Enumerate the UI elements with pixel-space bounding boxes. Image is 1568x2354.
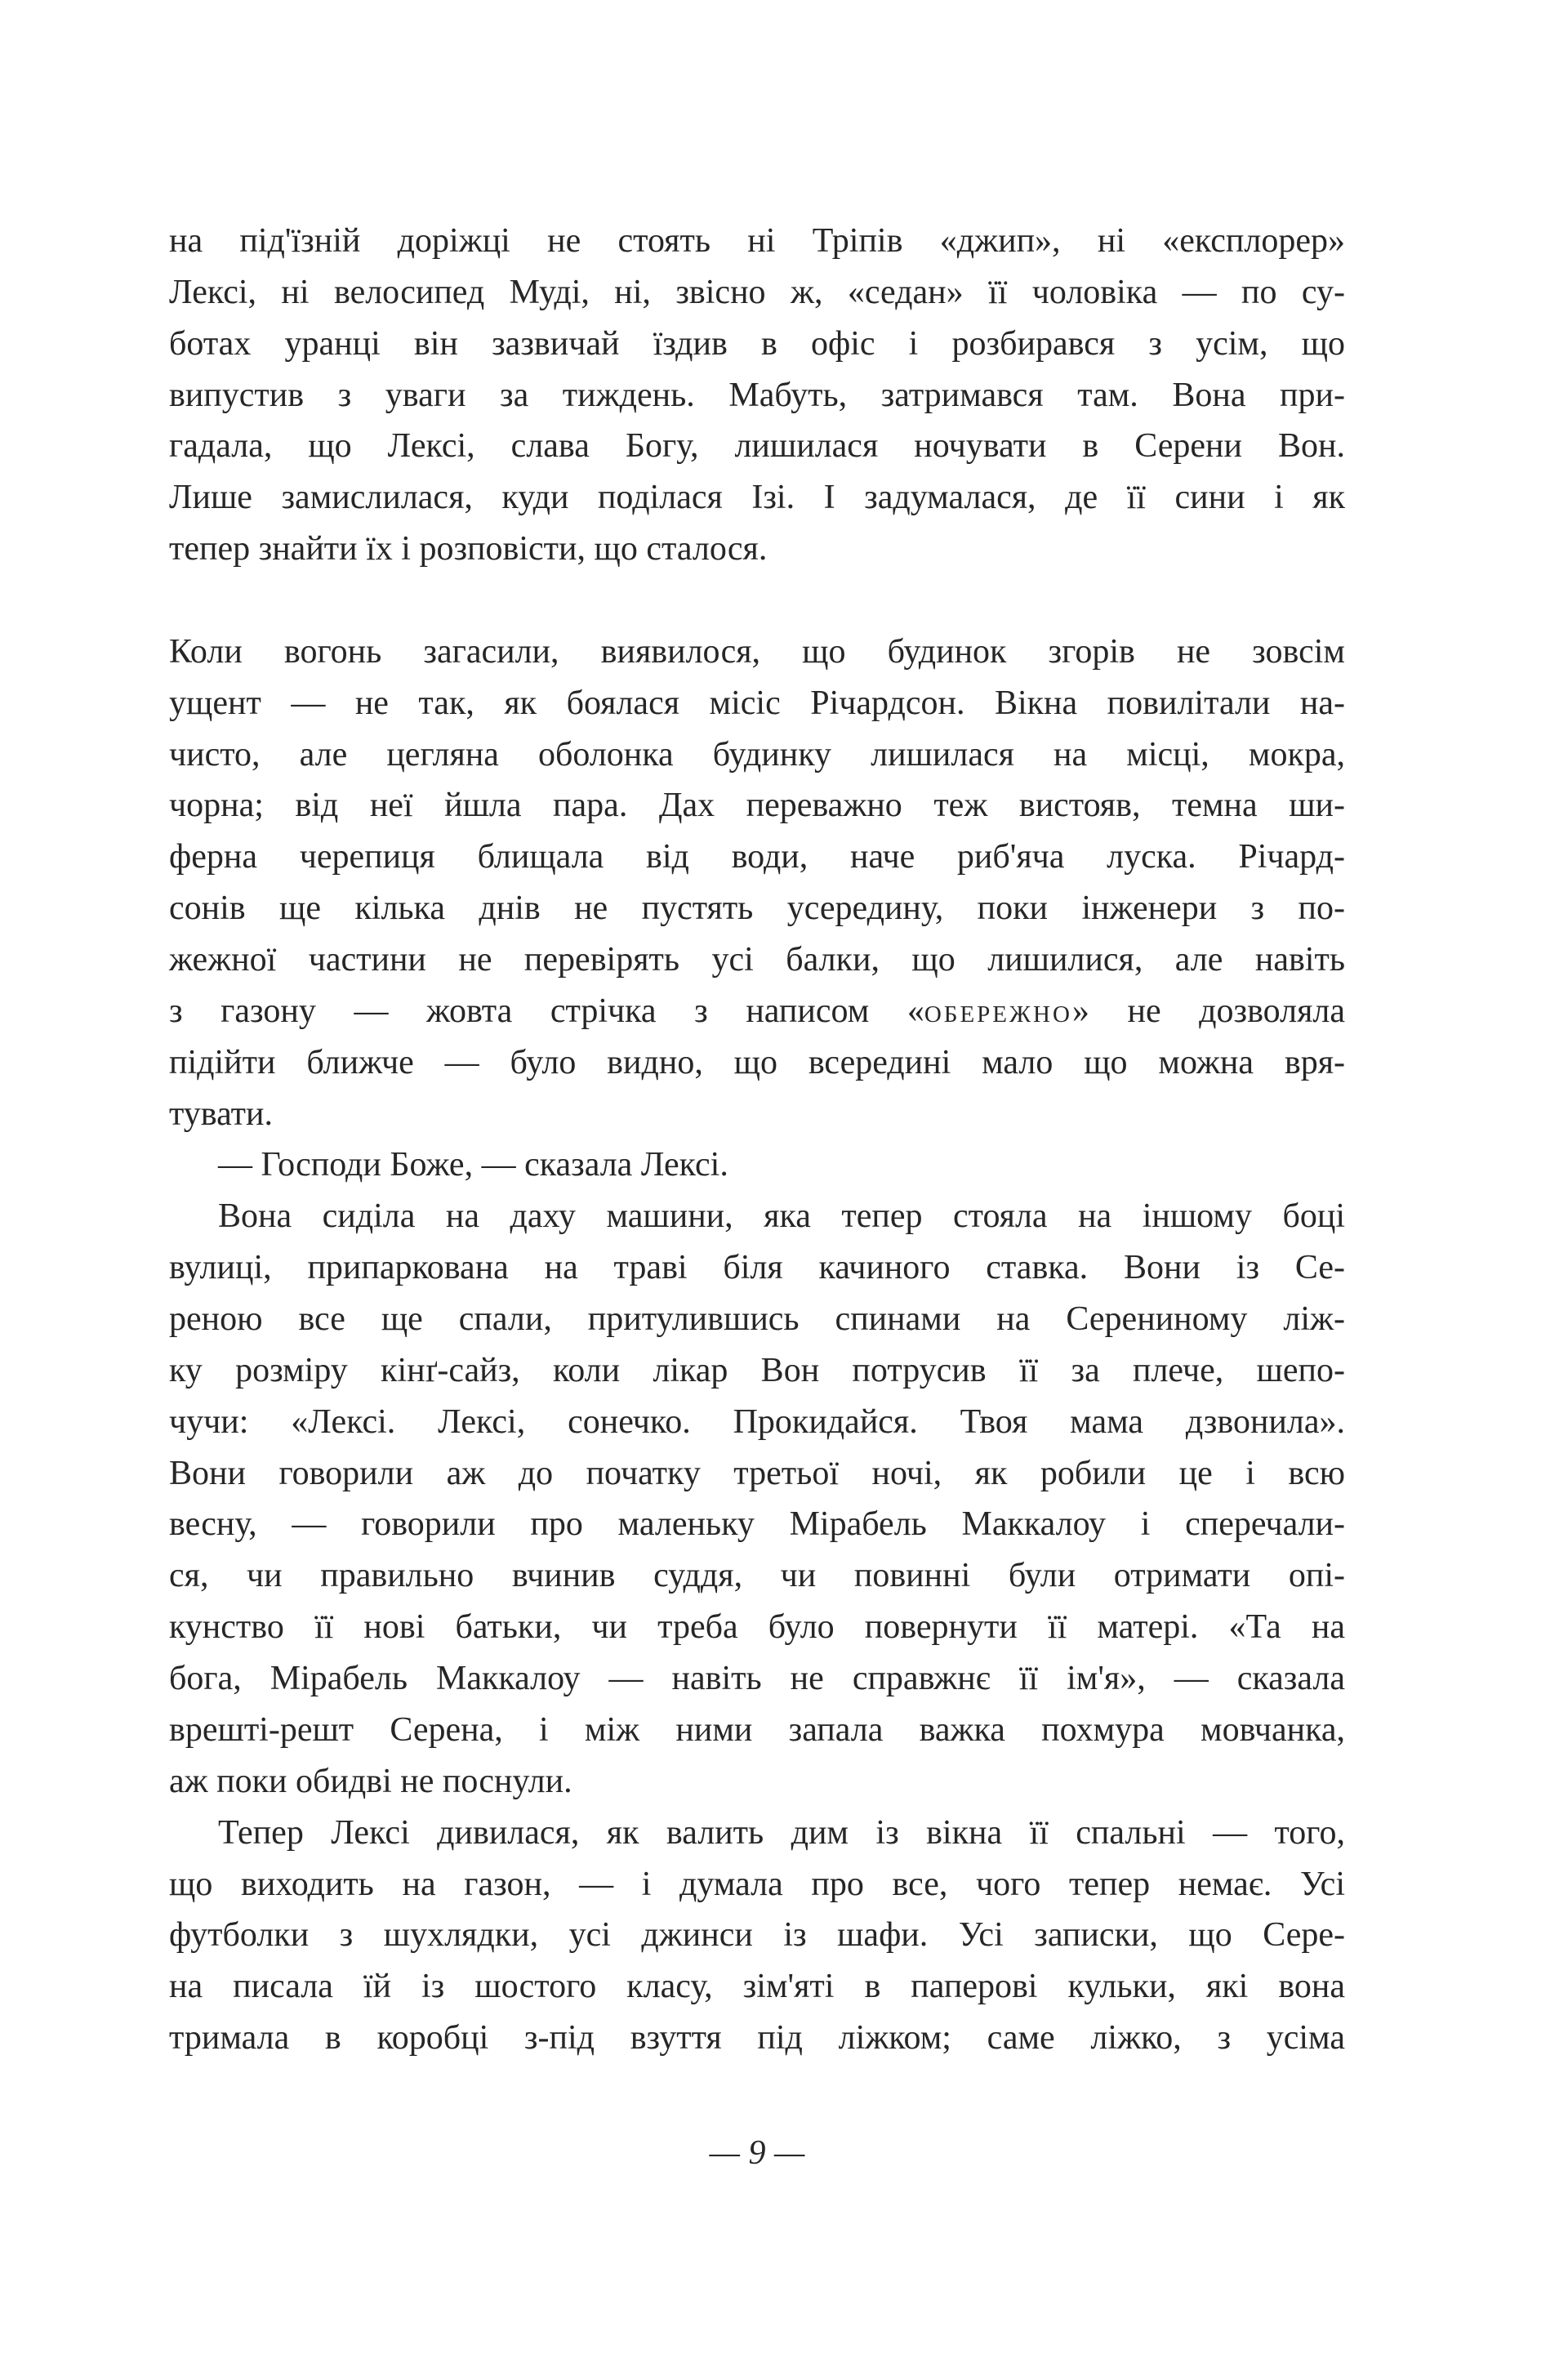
text-line: Лексі, ні велосипед Муді, ні, звісно ж, «седан» її чоловіка — по су- xyxy=(169,273,1345,311)
text-line: бога, Мірабель Маккалоу — навіть не справжнє її ім'я», — сказала xyxy=(169,1660,1345,1698)
text-line: на під'їзній доріжці не стоять ні Тріпів «джип», ні «експлорер» xyxy=(169,222,1345,260)
text-line: ферна черепиця блищала від води, наче риб'яча луска. Річард- xyxy=(169,838,1345,876)
text-line: жежної частини не перевірять усі балки, що лишилися, але навіть xyxy=(169,941,1345,979)
text-line: чорна; від неї йшла пара. Дах переважно теж вистояв, темна ши- xyxy=(169,787,1345,825)
paragraph xyxy=(169,626,1345,1140)
text-line: тримала в коробці з-під взуття під ліжком; саме ліжко, з усіма xyxy=(169,2019,1345,2058)
text-line: футболки з шухлядки, усі джинси із шафи. Усі записки, що Сере- xyxy=(169,1916,1345,1955)
text-line: Вони говорили аж до початку третьої ночі, як робили це і всю xyxy=(169,1454,1345,1492)
text-line: — Господи Боже, — сказала Лексі. xyxy=(218,1146,728,1184)
text-line: підійти ближче — було видно, що всередині мало що можна вря- xyxy=(169,1043,1345,1081)
text-line: гадала, що Лексі, слава Богу, лишилася ночувати в Серени Вон. xyxy=(169,427,1345,466)
text-line: ку розміру кінґ-сайз, коли лікар Вон потрусив її за плече, шепо- xyxy=(169,1351,1345,1389)
text-line: ущент — не так, як боялася місіс Річардсон. Вікна повилітали на- xyxy=(169,684,1345,722)
page-number: — 9 — xyxy=(709,2134,805,2172)
text-line: аж поки обидві не поснули. xyxy=(169,1762,572,1800)
text-line: чисто, але цегляна оболонка будинку лишилася на місці, мокра, xyxy=(169,735,1345,774)
text-line: тепер знайти їх і розповісти, що сталося. xyxy=(169,530,768,568)
text-line: тувати. xyxy=(169,1095,273,1133)
text-line: на писала їй із шостого класу, зім'яті в паперові кульки, які вона xyxy=(169,1968,1345,2006)
section-break xyxy=(169,575,1345,626)
text-line: Коли вогонь загасили, виявилося, що будинок згорів не зовсім xyxy=(169,632,1345,671)
text-line: Лише замислилася, куди поділася Ізі. І задумалася, де її сини і як xyxy=(169,479,1345,517)
body-text xyxy=(169,216,1345,2064)
text-line: Тепер Лексі дивилася, як валить дим із вікна її спальні — того, xyxy=(218,1813,1345,1852)
text-line: кунство її нові батьки, чи треба було повернути її матері. «Та на xyxy=(169,1608,1345,1647)
text-line: врешті-решт Серена, і між ними запала важка похмура мовчанка, xyxy=(169,1710,1345,1749)
text-line: випустив з уваги за тиждень. Мабуть, затримався там. Вона при- xyxy=(169,376,1345,414)
text-line-with-emphasis: з газону — жовта стрічка з написом «обережно» не дозволяла xyxy=(169,992,1345,1030)
emphasis-smallcaps: обережно xyxy=(924,992,1072,1030)
text-line: ботах уранці він зазвичай їздив в офіс і розбирався з усім, що xyxy=(169,324,1345,363)
text-line: ся, чи правильно вчинив суддя, чи повинні були отримати опі- xyxy=(169,1557,1345,1595)
text-line: що виходить на газон, — і думала про все, чого тепер немає. Усі xyxy=(169,1865,1345,1903)
paragraph xyxy=(169,216,1345,575)
text-line: вулиці, припаркована на траві біля качиного ставка. Вони із Се- xyxy=(169,1249,1345,1287)
text-line: чучи: «Лексі. Лексі, сонечко. Прокидайся. Твоя мама дзвонила». xyxy=(169,1402,1345,1441)
dialogue-paragraph xyxy=(169,1139,1345,1191)
text-line: сонів ще кілька днів не пустять усередину, поки інженери з по- xyxy=(169,889,1345,928)
paragraph xyxy=(169,1191,1345,1807)
text-line: Вона сиділа на даху машини, яка тепер стояла на іншому боці xyxy=(218,1197,1345,1236)
text-line: весну, — говорили про маленьку Мірабель Маккалоу і сперечали- xyxy=(169,1505,1345,1544)
paragraph xyxy=(169,1808,1345,2064)
text-line: реною все ще спали, притулившись спинами на Серениному ліж- xyxy=(169,1300,1345,1339)
